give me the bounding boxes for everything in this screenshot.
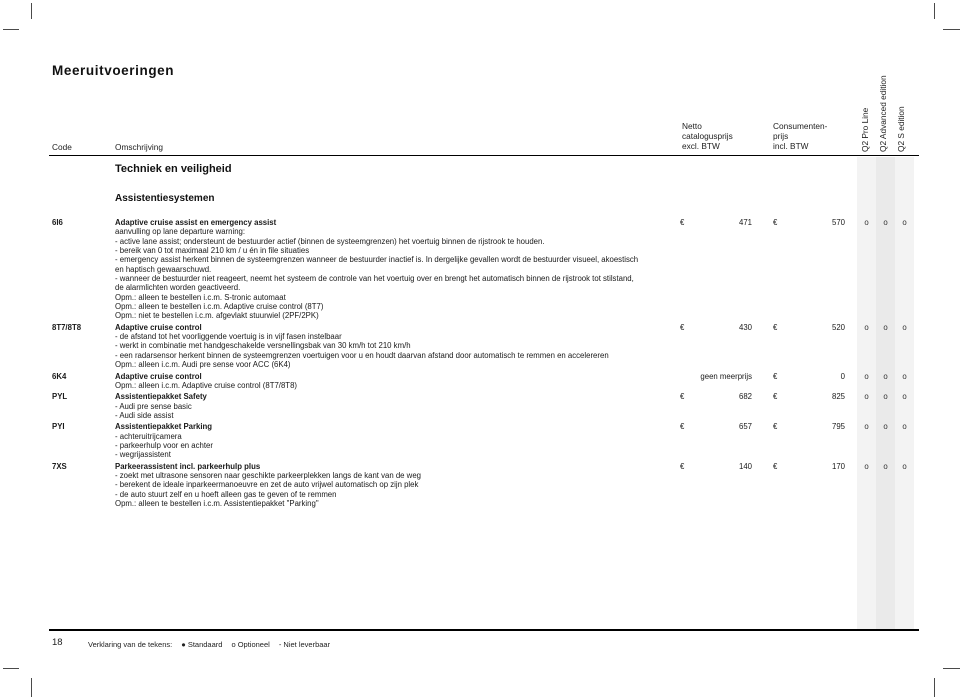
availability-mark: o	[902, 422, 907, 432]
availability-mark: o	[864, 422, 869, 432]
option-description	[115, 462, 760, 509]
option-detail-line: - Audi pre sense basic	[115, 401, 192, 411]
option-title: Assistentiepakket Safety	[115, 392, 207, 402]
option-detail-line: Opm.: alleen te bestellen i.c.m. Adaptive cruise control (8T7)	[115, 302, 324, 312]
table-row	[52, 372, 919, 391]
option-detail-line: - een radarsensor herkent binnen de systeemgrenzen voertuigen voor u en houdt daarvan afstand door automatisch te remmen en accelereren	[115, 350, 609, 360]
availability-mark: o	[883, 218, 888, 227]
column-header-consumer-price	[773, 122, 827, 151]
legend-not-available: - Niet leverbaar	[278, 640, 331, 649]
option-description	[115, 218, 760, 321]
option-detail-line: Opm.: alleen i.c.m. Audi pre sense voor ACC (6K4)	[115, 360, 291, 370]
footer-rule	[49, 629, 919, 631]
consumer-price-value: 795	[831, 422, 845, 432]
option-detail-line: - wegrijassistent	[115, 450, 171, 460]
column-header-netto-line: Netto	[682, 121, 702, 131]
page-title: Meeruitvoeringen	[52, 63, 175, 78]
availability-mark: o	[864, 218, 869, 227]
netto-price-currency: €	[680, 218, 685, 227]
symbols-legend	[88, 640, 339, 649]
consumer-price-currency: €	[773, 322, 778, 332]
option-code: 6I6	[52, 218, 63, 227]
availability-mark: o	[864, 322, 869, 332]
availability-mark: o	[902, 392, 907, 402]
availability-mark: o	[902, 322, 907, 332]
availability-mark: o	[883, 322, 888, 332]
availability-mark: o	[883, 461, 888, 471]
table-row	[52, 422, 919, 459]
option-title: Parkeerassistent incl. parkeerhulp plus	[115, 461, 261, 471]
option-description	[115, 323, 760, 370]
option-code: PYI	[52, 422, 65, 432]
column-header-code: Code	[52, 142, 72, 152]
consumer-price-value: 570	[831, 218, 845, 227]
netto-price-value: 140	[738, 461, 752, 471]
availability-mark: o	[902, 371, 907, 381]
option-detail-line: - de afstand tot het voorliggende voertuig is in vijf fasen instelbaar	[115, 332, 342, 342]
option-detail-line: Opm.: alleen te bestellen i.c.m. Assistentiepakket "Parking"	[115, 498, 319, 508]
option-title: Assistentiepakket Parking	[115, 422, 213, 432]
column-header-model-pro-line: Q2 Pro Line	[860, 107, 870, 152]
crop-mark	[943, 29, 960, 30]
table-row	[52, 218, 919, 321]
consumer-price-value: 0	[840, 371, 845, 381]
crop-mark	[3, 29, 19, 30]
table-header-rule	[49, 155, 919, 156]
crop-mark	[3, 668, 19, 669]
option-code: PYL	[52, 392, 68, 402]
option-description	[115, 422, 760, 459]
option-title: Adaptive cruise assist en emergency assist	[115, 218, 277, 227]
column-header-consumer-line: Consumenten-	[773, 121, 828, 131]
option-description	[115, 392, 760, 420]
netto-price-value: 430	[738, 322, 752, 332]
consumer-price-value: 520	[831, 322, 845, 332]
availability-mark: o	[883, 422, 888, 432]
netto-price-currency: €	[680, 392, 685, 402]
consumer-price-currency: €	[773, 218, 778, 227]
option-detail-line: - achteruitrijcamera	[115, 431, 182, 441]
netto-price-currency: €	[680, 422, 685, 432]
option-detail-line: en haptisch gewaarschuwd.	[115, 264, 212, 274]
consumer-price-value: 170	[831, 461, 845, 471]
option-detail-line: - zoekt met ultrasone sensoren naar geschikte parkeerplekken langs de kant van de weg	[115, 470, 421, 480]
column-header-model-s-edition: Q2 S edition	[896, 106, 906, 152]
option-detail-line: - active lane assist; ondersteunt de bestuurder actief (binnen de systeemgrenzen) het voertuig binnen de rijstrook te houden.	[115, 236, 545, 246]
option-description	[115, 372, 760, 391]
availability-mark: o	[864, 392, 869, 402]
availability-mark: o	[902, 218, 907, 227]
column-header-consumer-line: incl. BTW	[773, 140, 809, 151]
option-title: Adaptive cruise control	[115, 322, 202, 332]
crop-mark	[934, 678, 935, 697]
column-header-netto-line: catalogusprijs	[682, 130, 733, 141]
page-number: 18	[52, 637, 63, 648]
consumer-price-currency: €	[773, 371, 778, 381]
option-detail-line: Opm.: alleen te bestellen i.c.m. S-tronic automaat	[115, 292, 286, 302]
option-detail-line: - Audi side assist	[115, 410, 174, 420]
availability-mark: o	[864, 461, 869, 471]
legend-optional: o Optioneel	[231, 640, 270, 649]
option-code: 8T7/8T8	[52, 322, 82, 332]
column-header-model-advanced-edition: Q2 Advanced edition	[878, 75, 888, 152]
netto-price-value: geen meerprijs	[700, 371, 752, 381]
option-code: 6K4	[52, 371, 67, 381]
option-detail-line: de alarmlichten worden geactiveerd.	[115, 283, 241, 293]
section-title: Techniek en veiligheid	[115, 163, 232, 175]
option-code: 7XS	[52, 461, 67, 471]
column-header-consumer-line: prijs	[773, 130, 789, 141]
subsection-title: Assistentiesystemen	[115, 193, 215, 204]
option-detail-line: - werkt in combinatie met handgeschakelde versnellingsbak van 30 km/h tot 210 km/h	[115, 341, 411, 351]
option-detail-line: Opm.: alleen i.c.m. Adaptive cruise control (8T7/8T8)	[115, 380, 298, 390]
legend-label: Verklaring van de tekens:	[88, 640, 173, 649]
consumer-price-currency: €	[773, 422, 778, 432]
table-row	[52, 462, 919, 509]
option-title: Adaptive cruise control	[115, 371, 202, 381]
netto-price-currency: €	[680, 461, 685, 471]
netto-price-value: 471	[738, 218, 752, 227]
consumer-price-currency: €	[773, 461, 778, 471]
crop-mark	[943, 668, 960, 669]
netto-price-value: 682	[738, 392, 752, 402]
option-detail-line: - bereik van 0 tot maximaal 210 km / u én in file situaties	[115, 246, 310, 256]
option-detail-line: - emergency assist herkent binnen de systeemgrenzen wanneer de bestuurder inactief is. In dergelijke gevallen wordt de bestuurder visueel, akoestisch	[115, 255, 639, 265]
netto-price-value: 657	[738, 422, 752, 432]
table-row	[52, 392, 919, 420]
legend-standard: ● Standaard	[181, 640, 223, 649]
options-table-rows	[52, 218, 919, 510]
option-detail-line: - parkeerhulp voor en achter	[115, 440, 213, 450]
column-header-description: Omschrijving	[115, 142, 163, 152]
crop-mark	[31, 3, 32, 19]
option-detail-line: aanvulling op lane departure warning:	[115, 227, 246, 237]
column-header-netto-price	[682, 122, 733, 151]
availability-mark: o	[883, 392, 888, 402]
netto-price-currency: €	[680, 322, 685, 332]
availability-mark: o	[902, 461, 907, 471]
option-detail-line: - berekent de ideale inparkeermanoeuvre en zet de auto vrijwel automatisch op zijn plek	[115, 480, 419, 490]
table-row	[52, 323, 919, 370]
option-detail-line: - wanneer de bestuurder niet reageert, neemt het systeem de controle van het voertuig over en brengt het automatisch binnen de rijstrook tot stilstand,	[115, 274, 634, 284]
availability-mark: o	[864, 371, 869, 381]
consumer-price-value: 825	[831, 392, 845, 402]
crop-mark	[934, 3, 935, 19]
consumer-price-currency: €	[773, 392, 778, 402]
crop-mark	[31, 678, 32, 697]
availability-mark: o	[883, 371, 888, 381]
column-header-netto-line: excl. BTW	[682, 140, 720, 151]
option-detail-line: Opm.: niet te bestellen i.c.m. afgevlakt stuurwiel (2PF/2PK)	[115, 311, 319, 321]
option-detail-line: - de auto stuurt zelf en u hoeft alleen gas te geven of te remmen	[115, 489, 337, 499]
